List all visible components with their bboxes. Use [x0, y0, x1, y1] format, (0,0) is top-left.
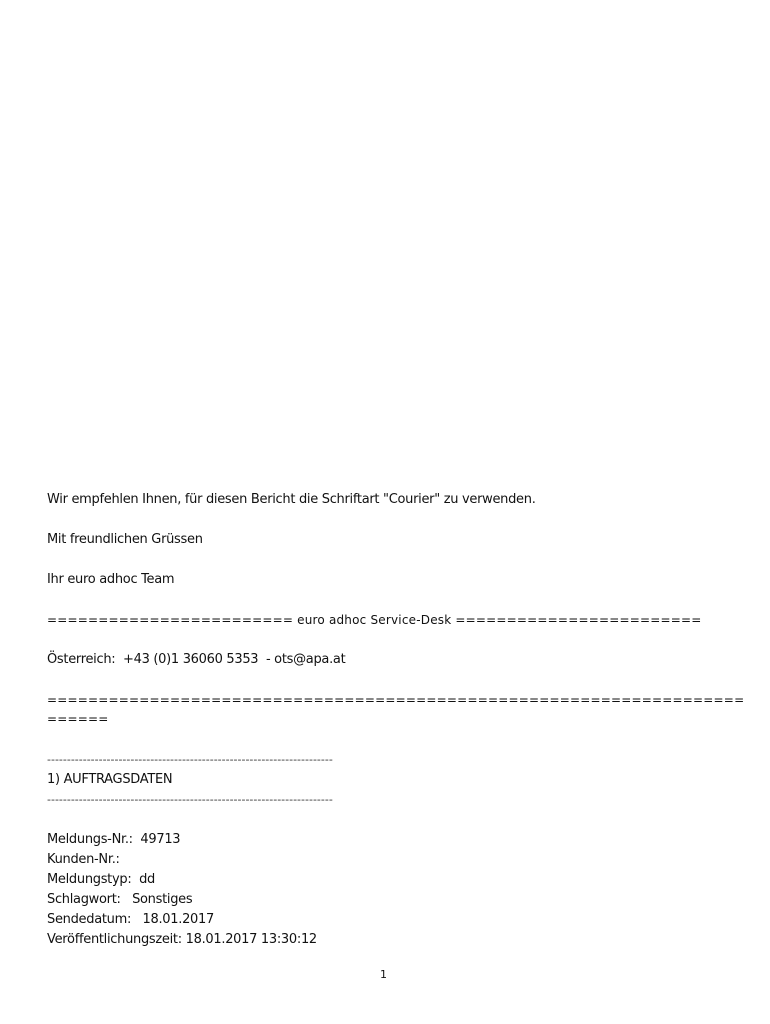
greeting: Mit freundlichen Grüssen: [47, 532, 203, 547]
contact-info: Österreich: +43 (0)1 36060 5353 - ots@apa.at: [47, 652, 346, 667]
signature: Ihr euro adhoc Team: [47, 572, 175, 587]
separator-rule-continued: ======: [47, 712, 109, 726]
service-desk-rule: ======================== euro adhoc Service-Desk ========================: [47, 613, 702, 627]
font-recommendation: Wir empfehlen Ihnen, für diesen Bericht die Schriftart "Courier" zu verwenden.: [47, 492, 536, 507]
section-title: 1) AUFTRAGSDATEN: [47, 772, 173, 787]
field-sendedatum: Sendedatum: 18.01.2017: [47, 912, 214, 927]
separator-rule: ====================================================================: [47, 693, 745, 707]
field-meldungs-nr: Meldungs-Nr.: 49713: [47, 832, 181, 847]
field-schlagwort: Schlagwort: Sonstiges: [47, 892, 193, 907]
dash-rule-bottom: ------------------------------------------------------------------------: [47, 793, 333, 806]
field-kunden-nr: Kunden-Nr.:: [47, 852, 120, 867]
field-veroeffentlichungszeit: Veröffentlichungszeit: 18.01.2017 13:30:12: [47, 932, 317, 947]
field-meldungstyp: Meldungstyp: dd: [47, 872, 155, 887]
page-number: 1: [380, 968, 387, 981]
dash-rule-top: ------------------------------------------------------------------------: [47, 753, 333, 766]
